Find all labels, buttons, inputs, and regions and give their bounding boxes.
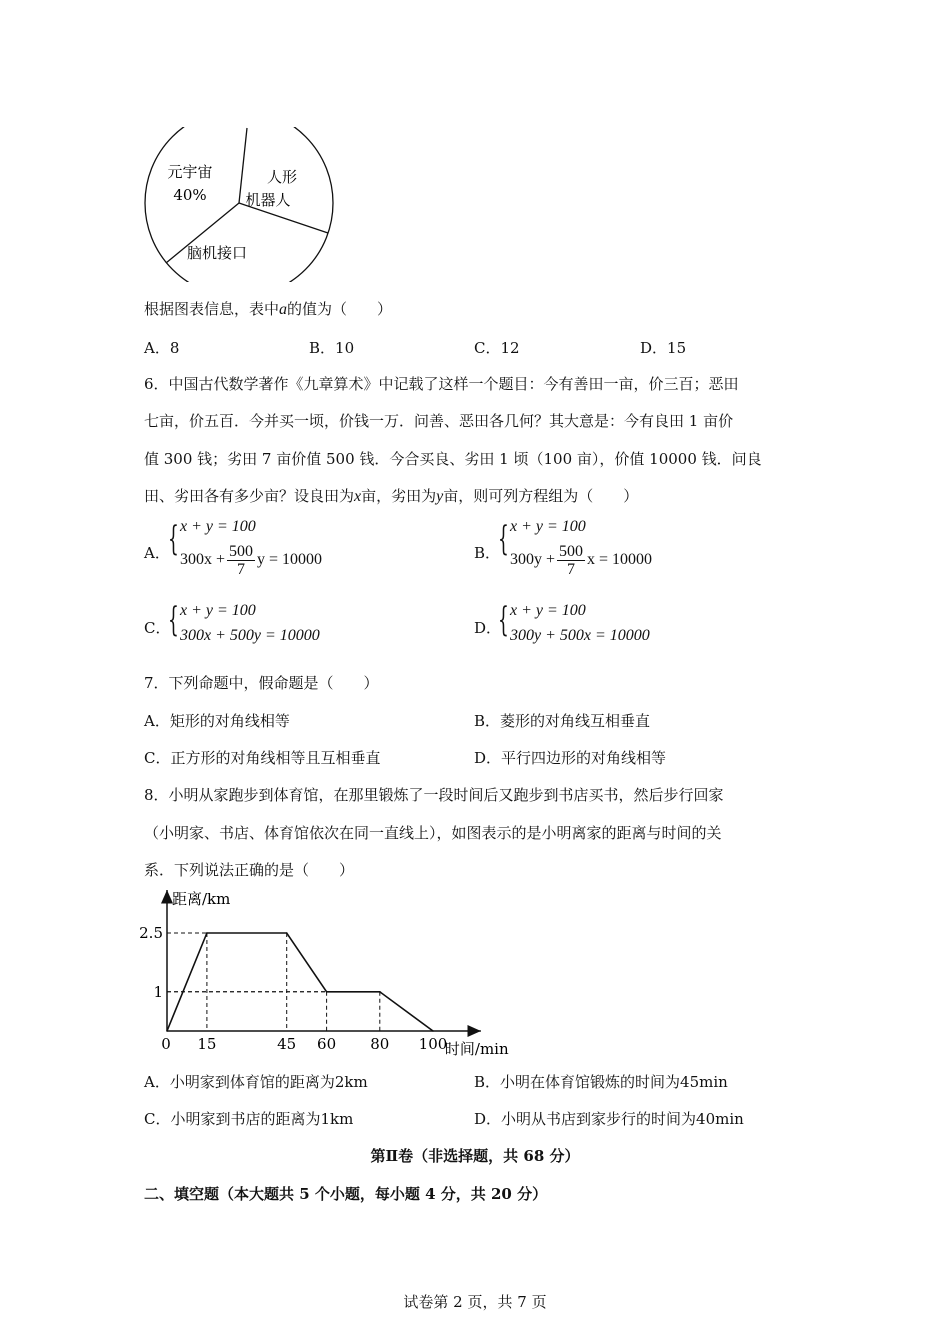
data-point bbox=[432, 1030, 434, 1032]
q6-option-a-label: A． bbox=[144, 544, 170, 562]
data-point bbox=[326, 991, 328, 993]
data-point bbox=[379, 991, 381, 993]
q6-option-c-eq2: 300x + 500y = 10000 bbox=[180, 627, 320, 644]
q6-option-d-label: D． bbox=[474, 619, 502, 637]
q8-line-2: （小明家、书店、体育馆依次在同一直线上），如图表示的是小明离家的距离与时间的关 bbox=[144, 824, 722, 842]
pie-label-metaverse: 元宇宙 bbox=[167, 163, 213, 181]
q7-option-b: B．菱形的对角线互相垂直 bbox=[474, 712, 651, 730]
pie-label-metaverse-pct: 40% bbox=[173, 186, 207, 204]
q5-stem: 根据图表信息，表中a的值为（ ） bbox=[144, 300, 393, 318]
pie-chart bbox=[140, 127, 340, 282]
q7-option-c: C．正方形的对角线相等且互相垂直 bbox=[144, 749, 381, 767]
fraction-500-7: $\frac{500}{7}$ bbox=[229, 543, 254, 578]
q5-option-a: A．8 bbox=[144, 339, 180, 357]
q6-option-b-label: B． bbox=[474, 544, 501, 562]
q8-option-c: C．小明家到书店的距离为1km bbox=[144, 1110, 354, 1128]
page-footer: 试卷第 2 页，共 7 页 bbox=[403, 1293, 547, 1311]
q8-option-b: B．小明在体育馆锻炼的时间为45min bbox=[474, 1073, 728, 1091]
x-tick-label: 45 bbox=[277, 1035, 297, 1053]
x-axis-label: 时间/min bbox=[444, 1040, 509, 1058]
section-heading: 二、填空题（本大题共 5 个小题，每小题 4 分，共 20 分） bbox=[144, 1185, 548, 1203]
x-tick-label: 80 bbox=[370, 1035, 390, 1053]
pie-label-bci: 脑机接口 bbox=[186, 244, 248, 262]
q5-option-d: D．15 bbox=[640, 339, 687, 357]
q6-line-1: 6．中国古代数学著作《九章算术》中记载了这样一个题目：今有善田一亩，价三百；恶田 bbox=[144, 375, 739, 393]
q6-option-b-eq1: x + y = 100 bbox=[510, 518, 586, 535]
q6-option-a-brace: { bbox=[168, 519, 179, 559]
y-tick-label: 2.5 bbox=[139, 924, 163, 942]
q6-option-a-eq1: x + y = 100 bbox=[180, 518, 256, 535]
q6-line-2: 七亩，价五百．今并买一顷，价钱一万．问善、恶田各几何？其大意是：今有良田 1 亩价 bbox=[144, 412, 734, 430]
x-tick-label: 100 bbox=[418, 1035, 448, 1053]
q6-option-b-brace: { bbox=[498, 519, 509, 559]
q7-option-d: D．平行四边形的对角线相等 bbox=[474, 749, 667, 767]
origin-label: 0 bbox=[161, 1035, 171, 1053]
q8-line-3: 系．下列说法正确的是（ ） bbox=[144, 861, 355, 879]
data-point bbox=[286, 932, 288, 934]
q6-option-c-brace: { bbox=[168, 600, 179, 640]
q7-option-a: A．矩形的对角线相等 bbox=[144, 712, 290, 730]
var-x: x bbox=[354, 488, 362, 505]
fraction-500-7: $\frac{500}{7}$ bbox=[559, 543, 584, 578]
data-point bbox=[166, 1030, 168, 1032]
q6-option-d-eq2: 300y + 500x = 10000 bbox=[510, 627, 650, 644]
q5-option-b: B．10 bbox=[309, 339, 355, 357]
y-tick-label: 1 bbox=[153, 982, 163, 1001]
q6-option-d-brace: { bbox=[498, 600, 509, 640]
y-axis-label: 距离/km bbox=[172, 890, 231, 908]
q8-option-a: A．小明家到体育馆的距离为2km bbox=[144, 1073, 368, 1091]
var-y: y bbox=[436, 488, 444, 505]
pie-label-robot-1: 人形 bbox=[266, 168, 298, 186]
q6-option-b-eq2: 300y + $\frac{500}{7}$ x = 10000 bbox=[510, 543, 653, 578]
distance-time-chart bbox=[130, 882, 540, 1062]
q6-line-3: 值 300 钱；劣田 7 亩价值 500 钱．今合买良、劣田 1 顷（100 亩），价值 10000 钱．问良 bbox=[144, 450, 762, 468]
x-tick-label: 60 bbox=[317, 1035, 337, 1053]
q6-option-d-eq1: x + y = 100 bbox=[510, 602, 586, 619]
q6-option-c-eq1: x + y = 100 bbox=[180, 602, 256, 619]
q8-option-d: D．小明从书店到家步行的时间为40min bbox=[474, 1110, 744, 1128]
x-tick-label: 15 bbox=[197, 1035, 217, 1053]
q5-option-c: C．12 bbox=[474, 339, 520, 357]
var-a: a bbox=[279, 301, 288, 318]
q7-stem: 7．下列命题中，假命题是（ ） bbox=[144, 674, 379, 692]
q6-line-4: 田、劣田各有多少亩？设良田为x亩，劣田为y亩，则可列方程组为（ ） bbox=[144, 487, 639, 505]
section-title: 第Ⅱ卷（非选择题，共 68 分） bbox=[370, 1147, 580, 1165]
q6-option-c-label: C． bbox=[144, 619, 171, 637]
pie-label-robot-2: 机器人 bbox=[245, 191, 291, 209]
data-point bbox=[206, 932, 208, 934]
q6-option-a-eq2: 300x + $\frac{500}{7}$ y = 10000 bbox=[180, 543, 323, 578]
q8-line-1: 8．小明从家跑步到体育馆，在那里锻炼了一段时间后又跑步到书店买书，然后步行回家 bbox=[144, 786, 724, 804]
